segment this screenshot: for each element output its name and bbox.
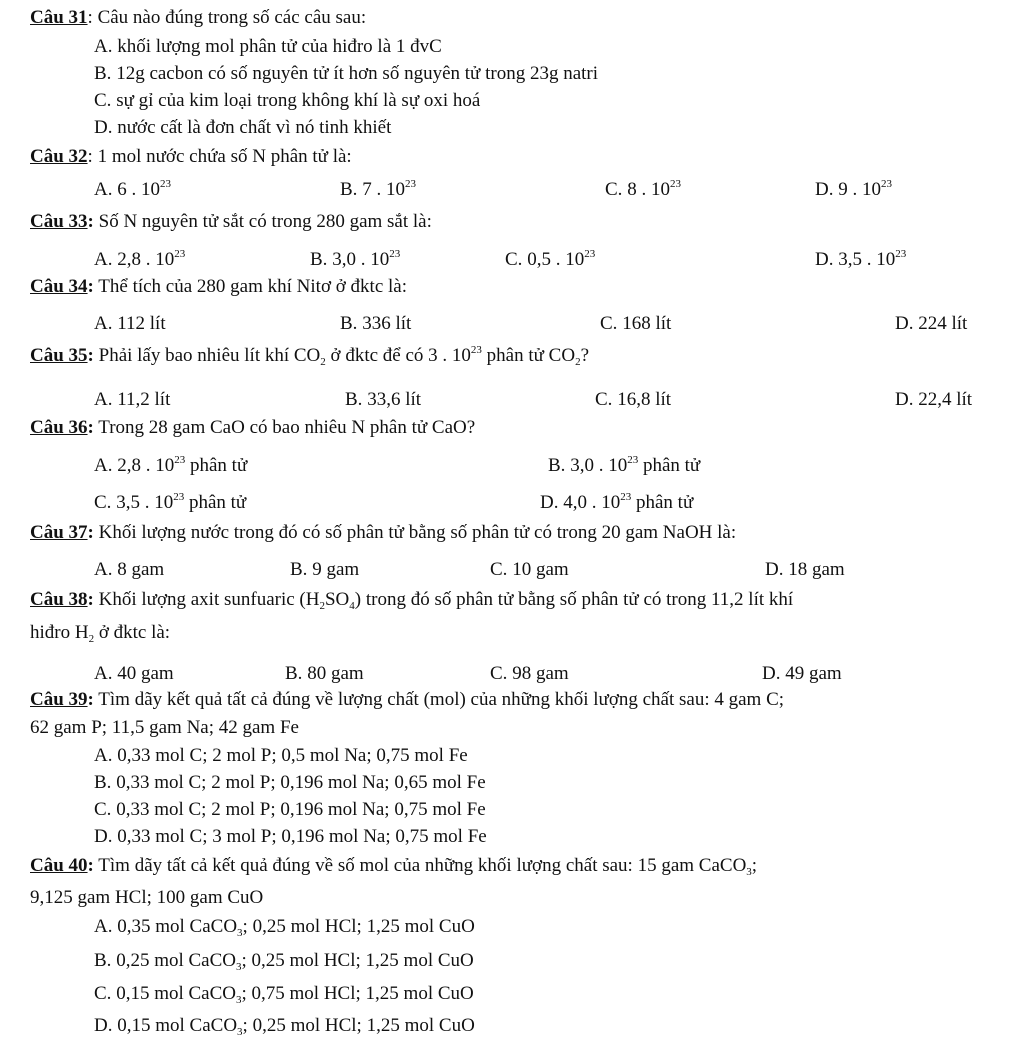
question-36-option-d: D. 4,0 . $10^{23}$ phân tử <box>540 491 694 513</box>
question-32-option-b: B. 7 . $10^{23}$ <box>340 178 416 200</box>
question-number: Câu 39 <box>30 689 88 710</box>
question-35-option-d: D. 22,4 lít <box>895 389 973 410</box>
question-36-option-c: C. 3,5 . $10^{23}$ phân tử <box>94 491 247 513</box>
question-38-stem-line-2: hiđro $H_2$ ở đktc là: <box>30 622 171 645</box>
question-number: Câu 40 <box>30 855 88 876</box>
question-31-option-b: B. 12g cacbon có số nguyên tử ít hơn số nguyên tử trong 23g natri <box>94 63 599 84</box>
question-37-option-a: A. 8 gam <box>94 559 165 580</box>
question-32-option-d: D. 9 . $10^{23}$ <box>815 178 892 200</box>
question-38-option-c: C. 98 gam <box>490 663 569 684</box>
question-39-stem-line-2: 62 gam P; 11,5 gam Na; 42 gam Fe <box>30 717 299 738</box>
question-35-option-b: B. 33,6 lít <box>345 389 422 410</box>
question-40-stem: Câu 40: Tìm dãy tất cả kết quả đúng về số mol của những khối lượng chất sau: 15 gam CaCO$_3$; <box>30 855 758 878</box>
question-35-option-c: C. 16,8 lít <box>595 389 672 410</box>
question-33-stem: Câu 33: Số N nguyên tử sắt có trong 280 gam sắt là: <box>30 211 432 232</box>
question-40-option-c: C. 0,15 mol CaCO$_3$; 0,75 mol HCl; 1,25 mol CuO <box>94 983 474 1006</box>
question-number: Câu 32 <box>30 146 88 167</box>
question-37-option-c: C. 10 gam <box>490 559 569 580</box>
question-40-stem-line-2: 9,125 gam HCl; 100 gam CuO <box>30 887 264 908</box>
question-35-stem: Câu 35: Phải lấy bao nhiêu lít khí $CO_2$ ở đktc để có 3 . $10^{23}$ phân tử $CO_2$? <box>30 344 590 368</box>
question-38-option-d: D. 49 gam <box>762 663 842 684</box>
question-35-option-a: A. 11,2 lít <box>94 389 171 410</box>
question-34-option-a: A. 112 lít <box>94 313 166 334</box>
question-38-option-b: B. 80 gam <box>285 663 364 684</box>
question-39-option-b: B. 0,33 mol C; 2 mol P; 0,196 mol Na; 0,65 mol Fe <box>94 772 486 793</box>
question-34-stem: Câu 34: Thể tích của 280 gam khí Nitơ ở đktc là: <box>30 276 407 297</box>
question-31-option-d: D. nước cất là đơn chất vì nó tinh khiết <box>94 117 392 138</box>
question-31-stem: Câu 31: Câu nào đúng trong số các câu sau: <box>30 7 367 28</box>
question-32-option-c: C. 8 . $10^{23}$ <box>605 178 681 200</box>
question-34-option-b: B. 336 lít <box>340 313 412 334</box>
question-34-option-c: C. 168 lít <box>600 313 672 334</box>
question-40-option-b: B. 0,25 mol CaCO$_3$; 0,25 mol HCl; 1,25 mol CuO <box>94 950 474 973</box>
question-number: Câu 31 <box>30 7 88 28</box>
question-39-option-a: A. 0,33 mol C; 2 mol P; 0,5 mol Na; 0,75 mol Fe <box>94 745 468 766</box>
question-38-stem: Câu 38: Khối lượng axit sunfuaric $(H_2SO_4)$ trong đó số phân tử bằng số phân tử có trong 11,2 lít khí <box>30 589 794 612</box>
question-32-stem: Câu 32: 1 mol nước chứa số N phân tử là: <box>30 146 352 167</box>
question-number: Câu 36 <box>30 417 88 438</box>
question-31-option-a: A. khối lượng mol phân tử của hiđro là 1 đvC <box>94 36 442 57</box>
question-number: Câu 35 <box>30 345 88 366</box>
question-number: Câu 34 <box>30 276 88 297</box>
question-33-option-a: A. 2,8 . $10^{23}$ <box>94 248 186 270</box>
question-33-option-c: C. 0,5 . $10^{23}$ <box>505 248 596 270</box>
question-36-stem: Câu 36: Trong 28 gam CaO có bao nhiêu N phân tử CaO? <box>30 417 476 438</box>
question-39-option-d: D. 0,33 mol C; 3 mol P; 0,196 mol Na; 0,75 mol Fe <box>94 826 487 847</box>
question-33-option-d: D. 3,5 . $10^{23}$ <box>815 248 907 270</box>
question-39-stem: Câu 39: Tìm dãy kết quả tất cả đúng về lượng chất (mol) của những khối lượng chất sau: 4 gam C; <box>30 689 785 710</box>
question-37-stem: Câu 37: Khối lượng nước trong đó có số phân tử bằng số phân tử có trong 20 gam NaOH là: <box>30 522 737 543</box>
question-number: Câu 37 <box>30 522 88 543</box>
question-34-option-d: D. 224 lít <box>895 313 968 334</box>
question-39-option-c: C. 0,33 mol C; 2 mol P; 0,196 mol Na; 0,75 mol Fe <box>94 799 486 820</box>
question-36-option-a: A. 2,8 . $10^{23}$ phân tử <box>94 454 248 476</box>
question-40-option-d: D. 0,15 mol CaCO$_3$; 0,25 mol HCl; 1,25 mol CuO <box>94 1015 475 1038</box>
question-40-option-a: A. 0,35 mol CaCO$_3$; 0,25 mol HCl; 1,25 mol CuO <box>94 916 475 939</box>
question-32-option-a: A. 6 . $10^{23}$ <box>94 178 171 200</box>
question-number: Câu 38 <box>30 589 88 610</box>
question-36-option-b: B. 3,0 . $10^{23}$ phân tử <box>548 454 701 476</box>
question-33-option-b: B. 3,0 . $10^{23}$ <box>310 248 401 270</box>
question-number: Câu 33 <box>30 211 88 232</box>
question-37-option-d: D. 18 gam <box>765 559 845 580</box>
question-38-option-a: A. 40 gam <box>94 663 174 684</box>
question-31-option-c: C. sự gỉ của kim loại trong không khí là sự oxi hoá <box>94 90 481 111</box>
question-37-option-b: B. 9 gam <box>290 559 360 580</box>
